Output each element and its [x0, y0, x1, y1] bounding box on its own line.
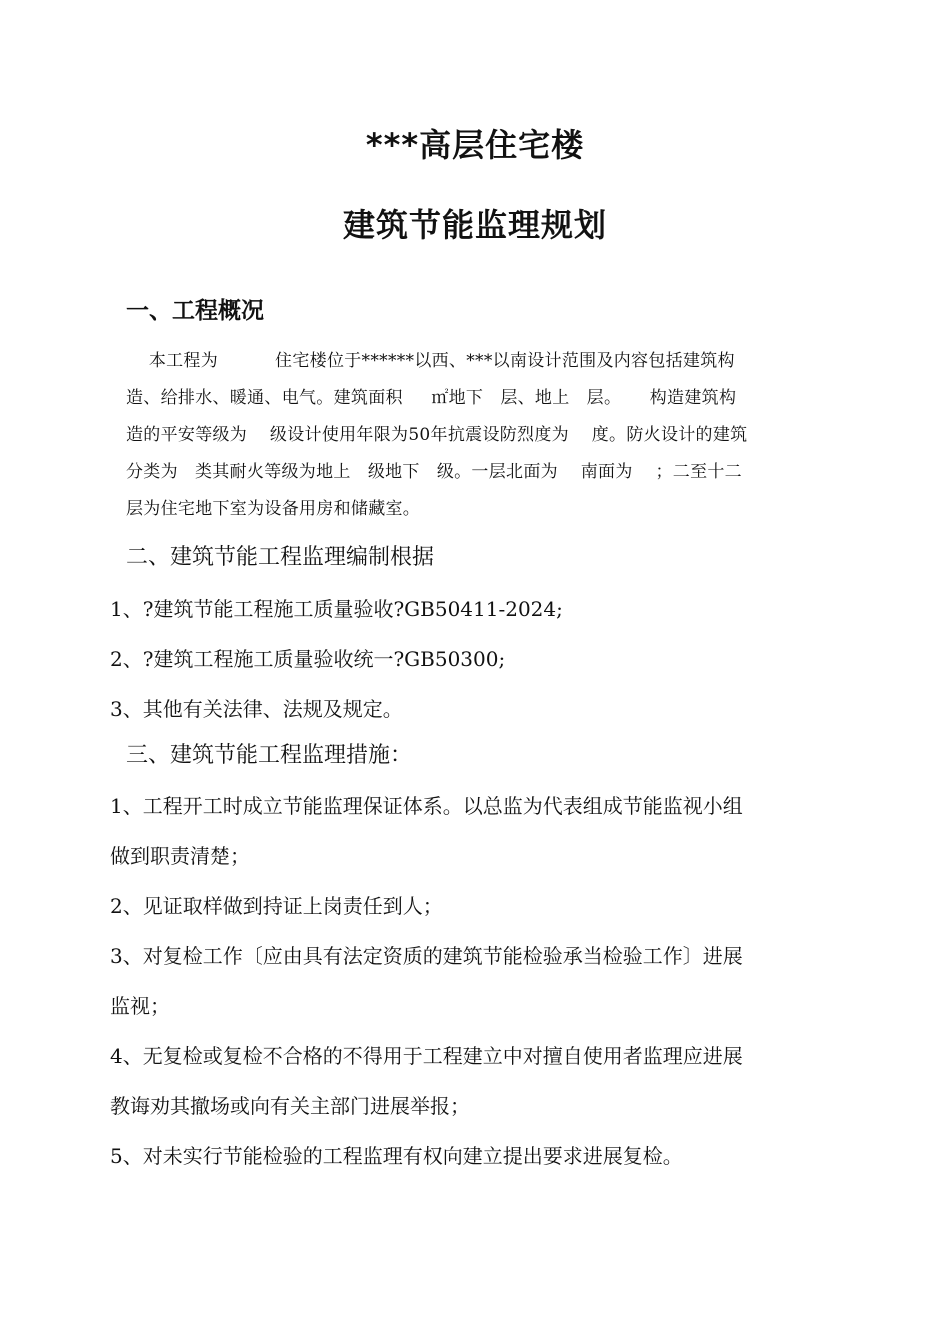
section-heading-overview: 一、工程概况 [126, 298, 264, 324]
overview-line: 造、给排水、暖通、电气。建筑面积 ㎡地下 层、地上 层。 构造建筑构 [126, 388, 737, 408]
overview-paragraph [126, 343, 826, 528]
overview-line: 本工程为 住宅楼位于******以西、***以南设计范围及内容包括建筑构 [126, 351, 735, 371]
overview-line: 层为住宅地下室为设备用房和储藏室。 [126, 499, 421, 519]
basis-item: 2、?建筑工程施工质量验收统一?GB50300; [110, 647, 506, 671]
measure-item: 5、对未实行节能检验的工程监理有权向建立提出要求进展复检。 [110, 1144, 683, 1168]
measure-item: 4、无复检或复检不合格的不得用于工程建立中对擅自使用者监理应进展 [110, 1044, 743, 1068]
measure-item-continuation: 监视； [110, 994, 170, 1018]
measure-item: 1、工程开工时成立节能监理保证体系。以总监为代表组成节能监视小组 [110, 794, 743, 818]
document-title-line-2: 建筑节能监理规划 [342, 206, 607, 244]
measure-item-continuation: 做到职责清楚； [110, 844, 250, 868]
measure-item-continuation: 教诲劝其撤场或向有关主部门进展举报； [110, 1094, 470, 1118]
section-heading-basis: 二、建筑节能工程监理编制根据 [126, 545, 435, 570]
overview-line: 分类为 类其耐火等级为地上 级地下 级。一层北面为 南面为 ；二至十二 [126, 462, 742, 482]
section-heading-measures: 三、建筑节能工程监理措施： [126, 743, 413, 768]
document-title-line-1: ***高层住宅楼 [365, 126, 585, 164]
basis-item: 1、?建筑节能工程施工质量验收?GB50411-2024; [110, 597, 563, 621]
overview-line: 造的平安等级为 级设计使用年限为50年抗震设防烈度为 度。防火设计的建筑 [126, 425, 748, 445]
measure-item: 2、见证取样做到持证上岗责任到人； [110, 894, 443, 918]
measure-item: 3、对复检工作〔应由具有法定资质的建筑节能检验承当检验工作〕进展 [110, 944, 743, 968]
basis-item: 3、其他有关法律、法规及规定。 [110, 697, 403, 721]
